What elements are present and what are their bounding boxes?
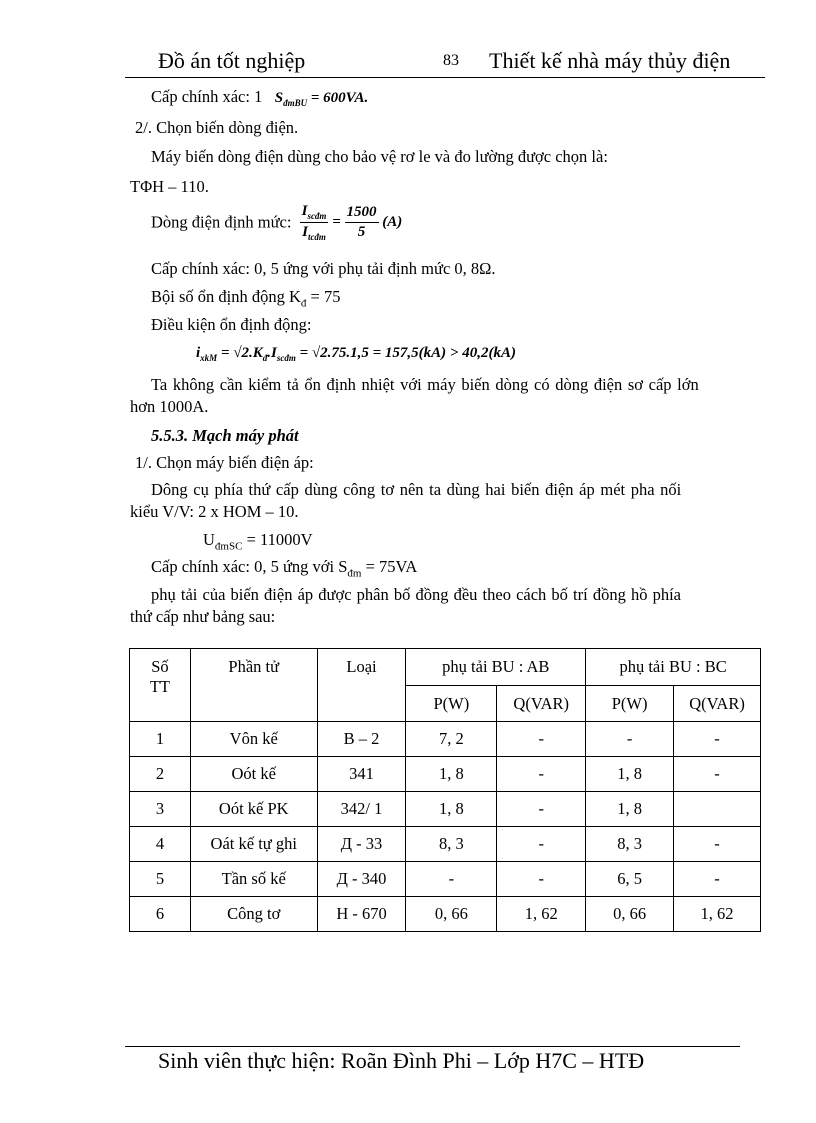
cell-stt: 4: [130, 827, 191, 862]
header-p-ab: P(W): [406, 686, 497, 722]
cell-p-ab: -: [406, 862, 497, 897]
header-stt: Số TT: [130, 649, 191, 722]
cell-stt: 2: [130, 757, 191, 792]
cell-p-bc: 1, 8: [586, 757, 674, 792]
cell-q-ab: -: [497, 827, 586, 862]
cell-element: Tần số kế: [190, 862, 317, 897]
load-table: [129, 648, 761, 932]
cell-stt: 5: [130, 862, 191, 897]
accuracy-line-3: Cấp chính xác: 0, 5 ứng với $S_{đm} = 75VA$: [151, 557, 418, 580]
cell-q-bc: -: [674, 862, 761, 897]
cell-p-bc: 1, 8: [586, 792, 674, 827]
cell-q-bc: 1, 62: [674, 897, 761, 932]
cell-stt: 3: [130, 792, 191, 827]
page-number: 83: [443, 52, 459, 69]
cell-type: 342/ 1: [317, 792, 406, 827]
header-q-ab: Q(VAR): [497, 686, 586, 722]
table-row: [130, 792, 761, 827]
formula-current-ratio: $\frac{I_{scđm}}{I_{tcđm}}$ = $\frac{1500}{5}$ (A): [301, 203, 403, 242]
cell-element: Công tơ: [190, 897, 317, 932]
cell-p-bc: -: [586, 722, 674, 757]
cell-p-ab: 1, 8: [406, 757, 497, 792]
table-row: [130, 757, 761, 792]
footer-student-info: Sinh viên thực hiện: Roãn Đình Phi – Lớp H7C – HTĐ: [158, 1048, 645, 1073]
header-type: Loại: [317, 649, 406, 722]
header-load-ab: phụ tải BU : AB: [406, 649, 586, 686]
rated-current-line: Dòng điện định mức: $\frac{I_{scđm}}{I_{tcđm}}$ = $\frac{1500}{5}$ (A): [151, 203, 403, 242]
formula-dynamic-stability: $i_{xkM} = √2.K_đ.I_{scđm} = √2.75.1,5 = 157,5(kA) > 40,2(kA)$: [196, 345, 516, 363]
header-element: Phần tử: [190, 649, 317, 722]
paragraph-current-transformer: Máy biến dòng điện dùng cho bảo vệ rơ le và đo lường được chọn là:: [151, 147, 608, 166]
dynamic-stability-condition: Điều kiện ổn định động:: [151, 315, 312, 334]
cell-type: Д - 340: [317, 862, 406, 897]
item-choose-current-transformer: 2/. Chọn biến dòng điện.: [135, 118, 299, 137]
cell-stt: 6: [130, 897, 191, 932]
cell-q-ab: -: [497, 722, 586, 757]
cell-type: Д - 33: [317, 827, 406, 862]
cell-q-ab: -: [497, 862, 586, 897]
formula-s-rated: $S_{đmBU} = 600VA$.: [274, 90, 369, 108]
cell-element: Oát kế tự ghi: [190, 827, 317, 862]
dynamic-stability-multiple: Bội số ổn định động $K_đ = 75$: [151, 287, 341, 310]
table-row: [130, 827, 761, 862]
cell-q-bc: [674, 792, 761, 827]
cell-type: H - 670: [317, 897, 406, 932]
cell-q-ab: -: [497, 757, 586, 792]
cell-p-bc: 8, 3: [586, 827, 674, 862]
paragraph-thermal-check-line2: hơn 1000A.: [130, 397, 209, 416]
paragraph-load-distribution-line2: thứ cấp như bảng sau:: [130, 607, 276, 626]
cell-q-bc: -: [674, 722, 761, 757]
header-q-bc: Q(VAR): [674, 686, 761, 722]
rated-secondary-voltage: $U_{đmSC} = 11000V$: [203, 530, 313, 553]
paragraph-voltage-transformer-line1: Dông cụ phía thứ cấp dùng công tơ nên ta dùng hai biến điện áp mét pha nối: [151, 480, 682, 499]
cell-element: Oót kế PK: [190, 792, 317, 827]
table-row: [130, 862, 761, 897]
cell-p-ab: 0, 66: [406, 897, 497, 932]
cell-q-ab: 1, 62: [497, 897, 586, 932]
cell-stt: 1: [130, 722, 191, 757]
header-right-title: Thiết kế nhà máy thủy điện: [489, 48, 731, 73]
header-p-bc: P(W): [586, 686, 674, 722]
header-left-title: Đồ án tốt nghiệp: [158, 48, 306, 73]
accuracy-line-2: Cấp chính xác: 0, 5 ứng với phụ tải định mức 0, 8Ω.: [151, 259, 496, 278]
transformer-model: TΦH – 110.: [130, 177, 209, 196]
cell-p-ab: 1, 8: [406, 792, 497, 827]
paragraph-thermal-check-line1: Ta không cần kiểm tả ổn định nhiệt với máy biến dòng có dòng điện sơ cấp lớn: [151, 375, 699, 394]
table-row: [130, 722, 761, 757]
cell-type: B – 2: [317, 722, 406, 757]
cell-p-bc: 6, 5: [586, 862, 674, 897]
table-row: [130, 897, 761, 932]
cell-q-ab: -: [497, 792, 586, 827]
paragraph-load-distribution-line1: phụ tải của biến điện áp được phân bố đồng đều theo cách bố trí đồng hồ phía: [151, 585, 681, 604]
footer-rule: [125, 1046, 740, 1047]
cell-element: Vôn kế: [190, 722, 317, 757]
cell-p-ab: 8, 3: [406, 827, 497, 862]
cell-element: Oót kế: [190, 757, 317, 792]
accuracy-line-1: Cấp chính xác: 1 $S_{đmBU} = 600VA$.: [151, 87, 369, 108]
cell-p-ab: 7, 2: [406, 722, 497, 757]
cell-p-bc: 0, 66: [586, 897, 674, 932]
section-title: 5.5.3. Mạch máy phát: [151, 426, 299, 445]
cell-q-bc: -: [674, 757, 761, 792]
header-load-bc: phụ tải BU : BC: [586, 649, 761, 686]
cell-type: 341: [317, 757, 406, 792]
paragraph-voltage-transformer-line2: kiểu V/V: 2 x HOM – 10.: [130, 502, 299, 521]
item-choose-voltage-transformer: 1/. Chọn máy biến điện áp:: [135, 453, 314, 472]
header-rule: [125, 77, 765, 78]
cell-q-bc: -: [674, 827, 761, 862]
